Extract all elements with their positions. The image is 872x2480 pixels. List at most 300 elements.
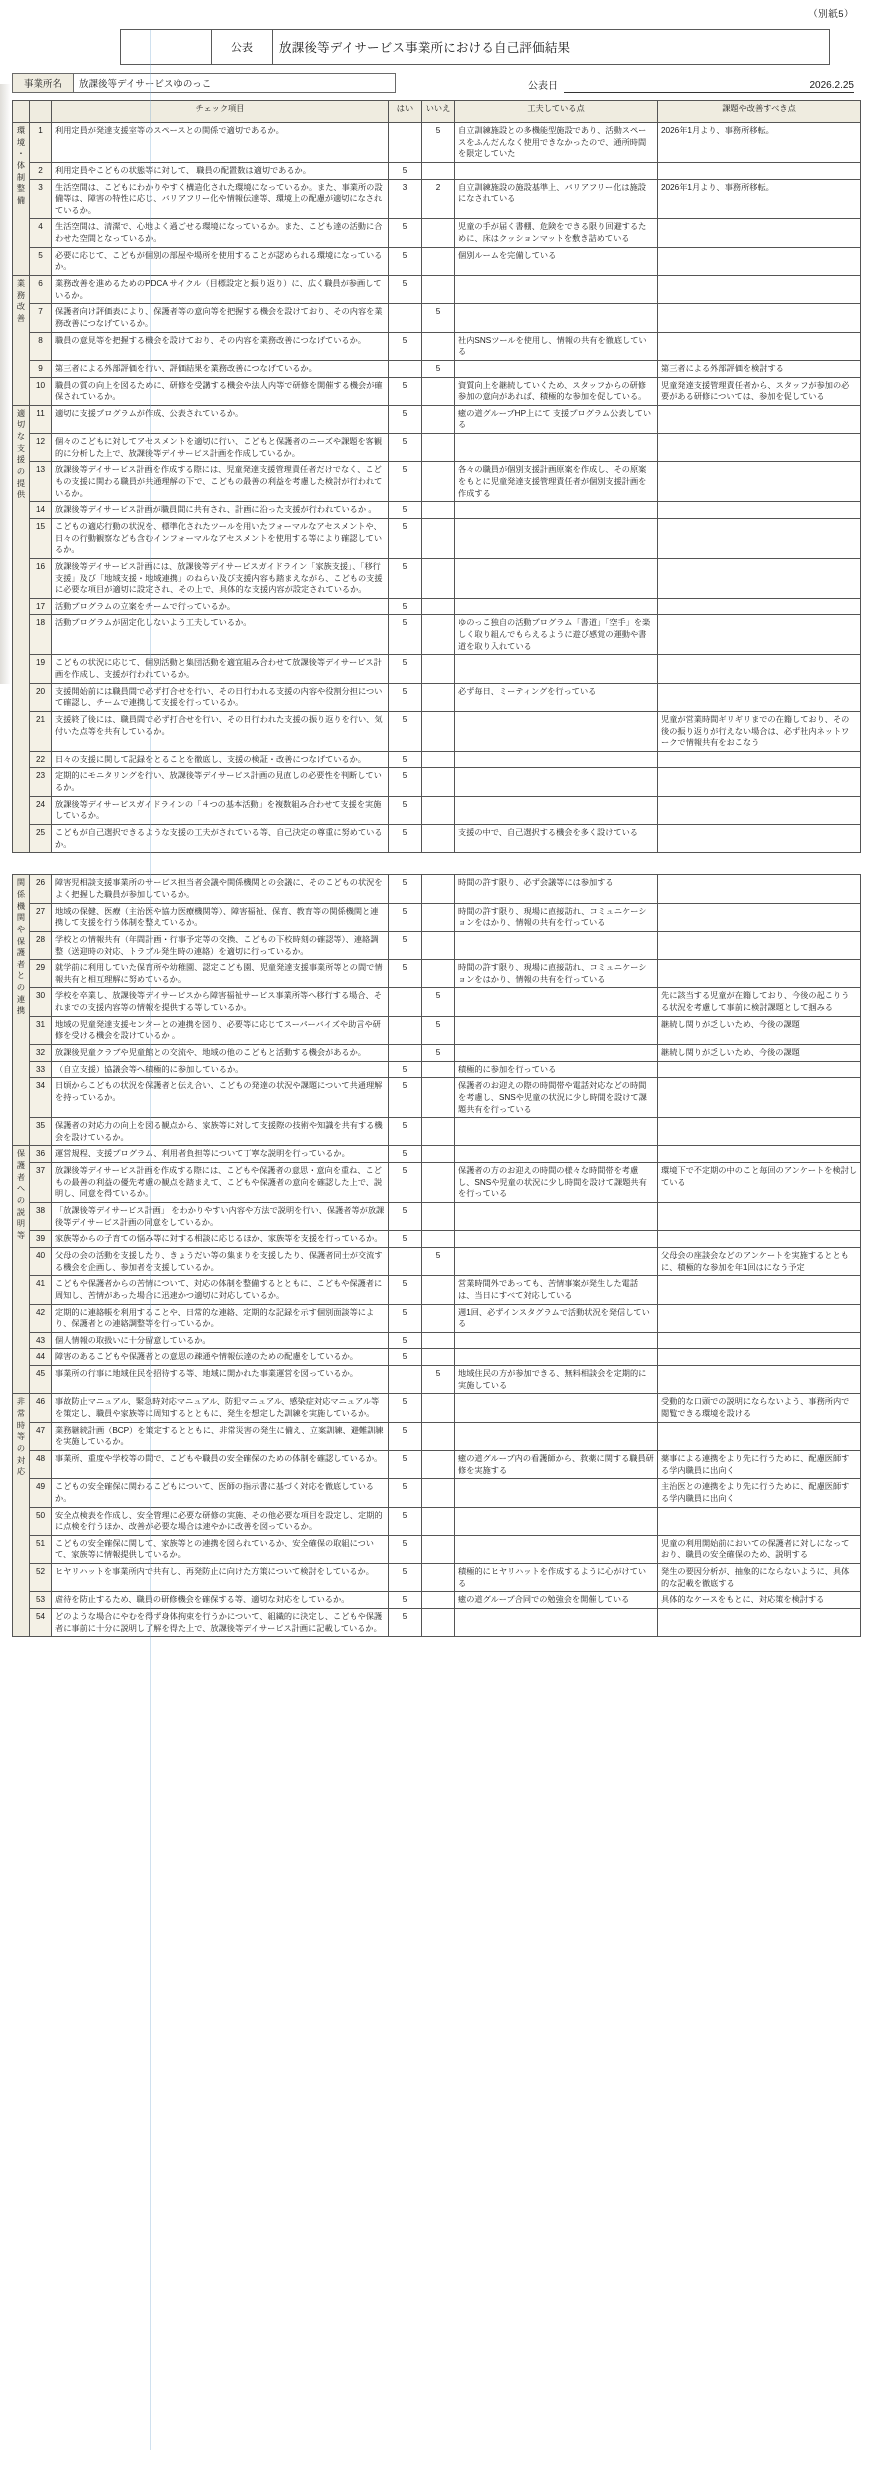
yes-count-cell[interactable]: 5 bbox=[389, 1231, 422, 1248]
check-item-text: 活動プログラムが固定化しないよう工夫しているか。 bbox=[52, 615, 389, 655]
yes-count-cell[interactable]: 5 bbox=[389, 1118, 422, 1146]
yes-count-cell[interactable]: 5 bbox=[389, 462, 422, 502]
yes-count-cell[interactable]: 5 bbox=[389, 1535, 422, 1563]
row-number: 15 bbox=[30, 518, 52, 558]
check-item-text: 利用定員が発達支援室等のスペースとの関係で適切であるか。 bbox=[52, 123, 389, 163]
yes-count-cell[interactable]: 5 bbox=[389, 1304, 422, 1332]
improvement-task-cell[interactable] bbox=[658, 1276, 861, 1304]
no-count-cell[interactable] bbox=[422, 931, 455, 959]
table-row bbox=[13, 502, 861, 519]
no-count-cell[interactable]: 5 bbox=[422, 988, 455, 1016]
check-item-text: 放課後等デイサービス計画には、放課後等デイサービスガイドライン「家族支援」、「移行支援」及び「地域支援・地域連携」のねらい及び支援内容も踏まえながら、こどもの支援に必要な項目が適切に設定され、その上で、具体的な支援内容が設定されているか。 bbox=[52, 558, 389, 598]
check-item-text: 利用定員やこどもの状態等に対して、 職員の配置数は適切であるか。 bbox=[52, 162, 389, 179]
no-count-cell[interactable] bbox=[422, 655, 455, 683]
no-count-cell[interactable]: 5 bbox=[422, 304, 455, 332]
improvement-task-cell[interactable] bbox=[658, 1118, 861, 1146]
no-count-cell[interactable] bbox=[422, 1422, 455, 1450]
no-count-cell[interactable] bbox=[422, 332, 455, 360]
good-points-cell[interactable] bbox=[455, 796, 658, 824]
no-count-cell[interactable] bbox=[422, 960, 455, 988]
row-number: 38 bbox=[30, 1203, 52, 1231]
improvement-task-cell[interactable] bbox=[658, 1608, 861, 1636]
check-item-text: 障害のあるこどもや保護者との意思の疎通や情報伝達のための配慮をしているか。 bbox=[52, 1349, 389, 1366]
check-item-text: 支援開始前には職員間で必ず打合せを行い、その日行われる支援の内容や役割分担について確認し、チームで連携して支援を行っているか。 bbox=[52, 683, 389, 711]
improvement-task-cell[interactable]: 児童発達支援管理責任者から、スタッフが参加の必要がある研修については、参加を促している bbox=[658, 377, 861, 405]
improvement-task-cell[interactable] bbox=[658, 1203, 861, 1231]
good-points-cell[interactable]: 時間の許す限り、現場に直接訪れ、コミュニケーションをはかり、情報の共有を行っている bbox=[455, 960, 658, 988]
yes-count-cell[interactable]: 5 bbox=[389, 655, 422, 683]
check-item-text: こどもの安全確保に関わるこどもについて、医師の指示書に基づく対応を徹底しているか。 bbox=[52, 1479, 389, 1507]
improvement-task-cell[interactable] bbox=[658, 875, 861, 903]
good-points-cell[interactable]: 保護者のお迎えの際の時間帯や電話対応などの時間を考慮し、SNSや児童の状況に少し時間を設けて課題共有を行っている bbox=[455, 1078, 658, 1118]
no-count-cell[interactable] bbox=[422, 276, 455, 304]
improvement-task-cell[interactable]: 受動的な口頭での説明にならないよう、事務所内で閲覧できる環境を設ける bbox=[658, 1394, 861, 1422]
no-count-cell[interactable] bbox=[422, 1163, 455, 1203]
table-row bbox=[13, 1146, 861, 1163]
improvement-task-cell[interactable]: 継続し関りが乏しいため、今後の課題 bbox=[658, 1016, 861, 1044]
improvement-task-cell[interactable] bbox=[658, 405, 861, 433]
yes-count-cell[interactable]: 5 bbox=[389, 1422, 422, 1450]
table-row bbox=[13, 1332, 861, 1349]
good-points-cell[interactable]: 癒の道グループ合同での勉強会を開催している bbox=[455, 1592, 658, 1609]
yes-count-cell[interactable]: 5 bbox=[389, 1450, 422, 1478]
good-points-cell[interactable] bbox=[455, 1203, 658, 1231]
good-points-cell[interactable] bbox=[455, 655, 658, 683]
improvement-task-cell[interactable] bbox=[658, 219, 861, 247]
table-row bbox=[13, 1479, 861, 1507]
no-count-cell[interactable] bbox=[422, 1608, 455, 1636]
good-points-cell[interactable] bbox=[455, 162, 658, 179]
improvement-task-cell[interactable] bbox=[658, 825, 861, 853]
no-count-cell[interactable] bbox=[422, 219, 455, 247]
meta-row bbox=[12, 73, 862, 93]
table-row bbox=[13, 683, 861, 711]
yes-count-cell[interactable]: 5 bbox=[389, 796, 422, 824]
yes-count-cell[interactable]: 5 bbox=[389, 1078, 422, 1118]
no-count-cell[interactable] bbox=[422, 518, 455, 558]
improvement-task-cell[interactable]: 環境下で不定期の中のこと毎回のアンケートを検討している bbox=[658, 1163, 861, 1203]
improvement-task-cell[interactable]: 主治医との連携をより先に行うために、配慮医師する学内職員に出向く bbox=[658, 1479, 861, 1507]
improvement-task-cell[interactable]: 第三者による外部評価を検討する bbox=[658, 360, 861, 377]
yes-count-cell[interactable]: 5 bbox=[389, 1479, 422, 1507]
yes-count-cell[interactable]: 5 bbox=[389, 1146, 422, 1163]
yes-count-cell[interactable]: 5 bbox=[389, 875, 422, 903]
yes-count-cell[interactable] bbox=[389, 1045, 422, 1062]
good-points-cell[interactable] bbox=[455, 558, 658, 598]
yes-count-cell[interactable]: 5 bbox=[389, 768, 422, 796]
yes-count-cell[interactable]: 5 bbox=[389, 405, 422, 433]
check-item-text: 放課後児童クラブや児童館との交流や、地域の他のこどもと活動する機会があるか。 bbox=[52, 1045, 389, 1062]
yes-count-cell[interactable]: 5 bbox=[389, 219, 422, 247]
table-row bbox=[13, 1394, 861, 1422]
no-count-cell[interactable] bbox=[422, 1276, 455, 1304]
check-item-text: （自立支援）協議会等へ積極的に参加しているか。 bbox=[52, 1061, 389, 1078]
good-points-cell[interactable] bbox=[455, 1016, 658, 1044]
good-points-cell[interactable]: 積極的に参加を行っている bbox=[455, 1061, 658, 1078]
yes-count-cell[interactable]: 5 bbox=[389, 615, 422, 655]
good-points-cell[interactable]: ゆのっこ独自の活動プログラム「書道」「空手」を楽しく取り組んでもらえるように遊び感覚の運動や書道を取り入れている bbox=[455, 615, 658, 655]
improvement-task-cell[interactable]: 2026年1月より、事務所移転。 bbox=[658, 179, 861, 219]
no-count-cell[interactable]: 5 bbox=[422, 1016, 455, 1044]
no-count-cell[interactable] bbox=[422, 1535, 455, 1563]
table-row bbox=[13, 655, 861, 683]
no-count-cell[interactable] bbox=[422, 751, 455, 768]
table-row bbox=[13, 796, 861, 824]
yes-count-cell[interactable] bbox=[389, 304, 422, 332]
good-points-cell[interactable] bbox=[455, 598, 658, 615]
table-row bbox=[13, 903, 861, 931]
improvement-task-cell[interactable] bbox=[658, 683, 861, 711]
yes-count-cell[interactable]: 5 bbox=[389, 931, 422, 959]
yes-count-cell[interactable]: 5 bbox=[389, 247, 422, 275]
section-label: 関 係 機 関 や 保 護 者 と の 連 携 bbox=[13, 875, 30, 1146]
good-points-cell[interactable]: 自立訓練施設の施設基準上、バリアフリー化は施設になされている bbox=[455, 179, 658, 219]
good-points-cell[interactable]: 社内SNSツールを使用し、情報の共有を徹底している bbox=[455, 332, 658, 360]
good-points-cell[interactable]: 癒の道グループ内の看護師から、救薬に関する職員研修を実施する bbox=[455, 1450, 658, 1478]
check-item-text: 学校との情報共有（年間計画・行事予定等の交換、こどもの下校時刻の確認等）、連絡調整（送迎時の対応、トラブル発生時の連絡）を適切に行っているか。 bbox=[52, 931, 389, 959]
yes-count-cell[interactable]: 5 bbox=[389, 711, 422, 751]
good-points-cell[interactable]: 資質向上を継続していくため、スタッフからの研修参加の意向があれば、積極的な参加を促している。 bbox=[455, 377, 658, 405]
no-count-cell[interactable] bbox=[422, 825, 455, 853]
table-row bbox=[13, 179, 861, 219]
yes-count-cell[interactable]: 5 bbox=[389, 1394, 422, 1422]
yes-count-cell[interactable]: 5 bbox=[389, 1592, 422, 1609]
no-count-cell[interactable] bbox=[422, 1304, 455, 1332]
good-points-cell[interactable] bbox=[455, 1608, 658, 1636]
no-count-cell[interactable] bbox=[422, 1061, 455, 1078]
no-count-cell[interactable] bbox=[422, 598, 455, 615]
no-count-cell[interactable] bbox=[422, 1332, 455, 1349]
publish-date-label: 公表日 bbox=[528, 81, 558, 92]
check-item-text: 保護者の対応力の向上を図る観点から、家族等に対して支援際の技術や知識を共有する機会を設けているか。 bbox=[52, 1118, 389, 1146]
improvement-task-cell[interactable] bbox=[658, 1507, 861, 1535]
improvement-task-cell[interactable]: 薬事による連携をより先に行うために、配慮医師する学内職員に出向く bbox=[658, 1450, 861, 1478]
good-points-cell[interactable] bbox=[455, 988, 658, 1016]
title-left-spacer bbox=[121, 30, 212, 64]
improvement-task-cell[interactable] bbox=[658, 1146, 861, 1163]
good-points-cell[interactable] bbox=[455, 1231, 658, 1248]
no-count-cell[interactable] bbox=[422, 1118, 455, 1146]
yes-count-cell[interactable]: 5 bbox=[389, 1203, 422, 1231]
check-item-text: 適切に支援プログラムが作成、公表されているか。 bbox=[52, 405, 389, 433]
no-count-cell[interactable] bbox=[422, 1564, 455, 1592]
section-label: 保 護 者 へ の 説 明 等 bbox=[13, 1146, 30, 1394]
good-points-cell[interactable] bbox=[455, 768, 658, 796]
no-count-cell[interactable] bbox=[422, 434, 455, 462]
no-count-cell[interactable]: 5 bbox=[422, 1366, 455, 1394]
yes-count-cell[interactable] bbox=[389, 123, 422, 163]
table-body-part2 bbox=[13, 875, 861, 1637]
check-item-text: 定期的に連絡帳を利用することや、日常的な連絡、定期的な記録を示す個別面談等により、保護者との連絡調整等を行っているか。 bbox=[52, 1304, 389, 1332]
good-points-cell[interactable]: 各々の職員が個別支援計画原案を作成し、その原案をもとに児童発達支援管理責任者が個別支援計画を作成する bbox=[455, 462, 658, 502]
yes-count-cell[interactable]: 5 bbox=[389, 162, 422, 179]
no-count-cell[interactable] bbox=[422, 162, 455, 179]
improvement-task-cell[interactable] bbox=[658, 1231, 861, 1248]
good-points-cell[interactable]: 週1回、必ずインスタグラムで活動状況を発信している bbox=[455, 1304, 658, 1332]
improvement-task-cell[interactable] bbox=[658, 1349, 861, 1366]
check-item-text: 日頃からこどもの状況を保護者と伝え合い、こどもの発達の状況や課題について共通理解を持っているか。 bbox=[52, 1078, 389, 1118]
check-item-text: こどもや保護者からの苦情について、対応の体制を整備するとともに、こどもや保護者に周知し、苦情があった場合に迅速かつ適切に対応しているか。 bbox=[52, 1276, 389, 1304]
table-row bbox=[13, 518, 861, 558]
row-number: 42 bbox=[30, 1304, 52, 1332]
good-points-cell[interactable] bbox=[455, 518, 658, 558]
yes-count-cell[interactable] bbox=[389, 1016, 422, 1044]
improvement-task-cell[interactable] bbox=[658, 247, 861, 275]
improvement-task-cell[interactable]: 児童の利用開始前においての保護者に対しになっており、職員の安全確保のため、説明する bbox=[658, 1535, 861, 1563]
no-count-cell[interactable] bbox=[422, 1231, 455, 1248]
yes-count-cell[interactable] bbox=[389, 1247, 422, 1275]
no-count-cell[interactable] bbox=[422, 462, 455, 502]
no-count-cell[interactable] bbox=[422, 405, 455, 433]
no-count-cell[interactable]: 5 bbox=[422, 1045, 455, 1062]
improvement-task-cell[interactable] bbox=[658, 751, 861, 768]
check-item-text: 業務継続計画（BCP）を策定するとともに、非常災害の発生に備え、立案訓練、避難訓練を実施しているか。 bbox=[52, 1422, 389, 1450]
yes-count-cell[interactable]: 5 bbox=[389, 1608, 422, 1636]
good-points-cell[interactable]: 癒の道グループHP上にて 支援プログラム公表している bbox=[455, 405, 658, 433]
table-row bbox=[13, 1366, 861, 1394]
good-points-cell[interactable] bbox=[455, 931, 658, 959]
good-points-cell[interactable] bbox=[455, 304, 658, 332]
good-points-cell[interactable] bbox=[455, 1349, 658, 1366]
improvement-task-cell[interactable] bbox=[658, 615, 861, 655]
good-points-cell[interactable] bbox=[455, 1247, 658, 1275]
good-points-cell[interactable]: 積極的にヒヤリハットを作成するように心がけている bbox=[455, 1564, 658, 1592]
yes-count-cell[interactable]: 5 bbox=[389, 1349, 422, 1366]
yes-count-cell[interactable]: 5 bbox=[389, 502, 422, 519]
check-item-text: 運営規程、支援プログラム、利用者負担等について丁寧な説明を行っているか。 bbox=[52, 1146, 389, 1163]
improvement-task-cell[interactable] bbox=[658, 1078, 861, 1118]
good-points-cell[interactable]: 児童の手が届く書棚、危険をできる限り回避するために、床はクッションマットを敷き詰めている bbox=[455, 219, 658, 247]
improvement-task-cell[interactable] bbox=[658, 931, 861, 959]
no-count-cell[interactable] bbox=[422, 377, 455, 405]
improvement-task-cell[interactable] bbox=[658, 518, 861, 558]
row-number: 10 bbox=[30, 377, 52, 405]
no-count-cell[interactable] bbox=[422, 796, 455, 824]
improvement-task-cell[interactable] bbox=[658, 1332, 861, 1349]
check-item-text: 第三者による外部評価を行い、評価結果を業務改善につなげているか。 bbox=[52, 360, 389, 377]
no-count-cell[interactable] bbox=[422, 1349, 455, 1366]
no-count-cell[interactable] bbox=[422, 247, 455, 275]
yes-count-cell[interactable]: 5 bbox=[389, 558, 422, 598]
yes-count-cell[interactable]: 5 bbox=[389, 903, 422, 931]
no-count-cell[interactable] bbox=[422, 1507, 455, 1535]
table-row bbox=[13, 615, 861, 655]
improvement-task-cell[interactable] bbox=[658, 162, 861, 179]
table-row bbox=[13, 1450, 861, 1478]
no-count-cell[interactable] bbox=[422, 1203, 455, 1231]
improvement-task-cell[interactable] bbox=[658, 276, 861, 304]
check-item-text: 地域の児童発達支援センターとの連携を図り、必要等に応じてスーパーバイズや助言や研修を受ける機会を設けているか 。 bbox=[52, 1016, 389, 1044]
no-count-cell[interactable] bbox=[422, 875, 455, 903]
good-points-cell[interactable] bbox=[455, 1422, 658, 1450]
improvement-task-cell[interactable]: 継続し関りが乏しいため、今後の課題 bbox=[658, 1045, 861, 1062]
row-number: 40 bbox=[30, 1247, 52, 1275]
table-body-part1 bbox=[13, 123, 861, 853]
good-points-cell[interactable] bbox=[455, 1332, 658, 1349]
improvement-task-cell[interactable] bbox=[658, 462, 861, 502]
no-count-cell[interactable]: 5 bbox=[422, 360, 455, 377]
improvement-task-cell[interactable] bbox=[658, 434, 861, 462]
improvement-task-cell[interactable]: 発生の要因分析が、抽象的にならないように、具体的な記載を徹底する bbox=[658, 1564, 861, 1592]
yes-count-cell[interactable]: 5 bbox=[389, 598, 422, 615]
improvement-task-cell[interactable] bbox=[658, 332, 861, 360]
improvement-task-cell[interactable] bbox=[658, 768, 861, 796]
good-points-cell[interactable] bbox=[455, 1479, 658, 1507]
yes-count-cell[interactable]: 5 bbox=[389, 960, 422, 988]
yes-count-cell[interactable]: 5 bbox=[389, 1276, 422, 1304]
yes-count-cell[interactable] bbox=[389, 988, 422, 1016]
yes-count-cell[interactable]: 3 bbox=[389, 179, 422, 219]
no-count-cell[interactable] bbox=[422, 1479, 455, 1507]
row-number: 8 bbox=[30, 332, 52, 360]
improvement-task-cell[interactable] bbox=[658, 1304, 861, 1332]
good-points-cell[interactable]: 時間の許す限り、必ず会議等には参加する bbox=[455, 875, 658, 903]
good-points-cell[interactable] bbox=[455, 434, 658, 462]
table-row bbox=[13, 1592, 861, 1609]
check-item-text: 放課後等デイサービス計画を作成する際には、こどもや保護者の意思・意向を重ね、こどもの最善の利益の優先考慮の観点を踏まえて、こどもや保護者の意向を確認した上で、説明し、同意を得ているか。 bbox=[52, 1163, 389, 1203]
yes-count-cell[interactable]: 5 bbox=[389, 683, 422, 711]
improvement-task-cell[interactable] bbox=[658, 903, 861, 931]
row-number: 4 bbox=[30, 219, 52, 247]
yes-count-cell[interactable]: 5 bbox=[389, 1061, 422, 1078]
good-points-cell[interactable] bbox=[455, 711, 658, 751]
improvement-task-cell[interactable] bbox=[658, 1061, 861, 1078]
table-row bbox=[13, 1061, 861, 1078]
good-points-cell[interactable] bbox=[455, 751, 658, 768]
table-row bbox=[13, 1564, 861, 1592]
check-item-text: 障害児相談支援事業所のサービス担当者会議や関係機関との会議に、そのこどもの状況をよく把握した職員が参加しているか。 bbox=[52, 875, 389, 903]
no-count-cell[interactable] bbox=[422, 683, 455, 711]
good-points-cell[interactable] bbox=[455, 502, 658, 519]
improvement-task-cell[interactable]: 具体的なケースをもとに、対応策を検討する bbox=[658, 1592, 861, 1609]
yes-count-cell[interactable]: 5 bbox=[389, 434, 422, 462]
good-points-cell[interactable] bbox=[455, 276, 658, 304]
table-row bbox=[13, 825, 861, 853]
no-count-cell[interactable] bbox=[422, 1394, 455, 1422]
improvement-task-cell[interactable] bbox=[658, 1366, 861, 1394]
row-number: 19 bbox=[30, 655, 52, 683]
improvement-task-cell[interactable]: 児童が営業時間ギリギリまでの在籍しており、その後の振り返りが行えない場合は、必ず社内ネットワークで情報共有をおこなう bbox=[658, 711, 861, 751]
check-item-text: 放課後等デイサービス計画が職員間に共有され、計画に沿った支援が行われているか 。 bbox=[52, 502, 389, 519]
improvement-task-cell[interactable]: 2026年1月より、事務所移転。 bbox=[658, 123, 861, 163]
good-points-cell[interactable]: 必ず毎日、ミーティングを行っている bbox=[455, 683, 658, 711]
good-points-cell[interactable] bbox=[455, 1394, 658, 1422]
no-count-cell[interactable] bbox=[422, 1078, 455, 1118]
yes-count-cell[interactable]: 5 bbox=[389, 751, 422, 768]
good-points-cell[interactable]: 支援の中で、自己選択する機会を多く設けている bbox=[455, 825, 658, 853]
table-row bbox=[13, 462, 861, 502]
header-no: いいえ bbox=[422, 101, 455, 123]
good-points-cell[interactable]: 保護者の方のお迎えの時間の様々な時間帯を考慮し、SNSや児童の状況に少し時間を設けて課題共有を行っている bbox=[455, 1163, 658, 1203]
good-points-cell[interactable] bbox=[455, 1507, 658, 1535]
row-number: 47 bbox=[30, 1422, 52, 1450]
check-item-text: 職員の意見等を把握する機会を設けており、その内容を業務改善につなげているか。 bbox=[52, 332, 389, 360]
improvement-task-cell[interactable] bbox=[658, 796, 861, 824]
no-count-cell[interactable] bbox=[422, 615, 455, 655]
improvement-task-cell[interactable] bbox=[658, 502, 861, 519]
table-row bbox=[13, 434, 861, 462]
improvement-task-cell[interactable] bbox=[658, 598, 861, 615]
table-row bbox=[13, 1349, 861, 1366]
good-points-cell[interactable] bbox=[455, 1535, 658, 1563]
row-number: 41 bbox=[30, 1276, 52, 1304]
check-item-text: 父母の会の活動を支援したり、きょうだい等の集まりを支援したり、保護者同士が交流する機会を企画し、参加者を支援しているか。 bbox=[52, 1247, 389, 1275]
row-number: 52 bbox=[30, 1564, 52, 1592]
no-count-cell[interactable] bbox=[422, 1450, 455, 1478]
yes-count-cell[interactable]: 5 bbox=[389, 518, 422, 558]
improvement-task-cell[interactable] bbox=[658, 960, 861, 988]
no-count-cell[interactable]: 5 bbox=[422, 1247, 455, 1275]
table-row bbox=[13, 988, 861, 1016]
good-points-cell[interactable] bbox=[455, 1118, 658, 1146]
good-points-cell[interactable]: 自立訓練施設との多機能型施設であり、活動スペースをふんだんなく使用できなかったので、通所時間を限定していた bbox=[455, 123, 658, 163]
improvement-task-cell[interactable]: 父母会の座談会などのアンケートを実施するとともに、積極的な参加を年1回はになう予定 bbox=[658, 1247, 861, 1275]
yes-count-cell[interactable]: 5 bbox=[389, 1507, 422, 1535]
check-item-text: 学校を卒業し、放課後等デイサービスから障害福祉サービス事業所等へ移行する場合、それまでの支援内容等の情報を提供する等しているか。 bbox=[52, 988, 389, 1016]
improvement-task-cell[interactable] bbox=[658, 1422, 861, 1450]
check-item-text: 事業所、重度や学校等の間で、こどもや職員の安全確保のための体制を確認しているか。 bbox=[52, 1450, 389, 1478]
table-gap bbox=[0, 853, 872, 867]
table-row bbox=[13, 1535, 861, 1563]
yes-count-cell[interactable]: 5 bbox=[389, 332, 422, 360]
good-points-cell[interactable]: 時間の許す限り、現場に直接訪れ、コミュニケーションをはかり、情報の共有を行っている bbox=[455, 903, 658, 931]
good-points-cell[interactable] bbox=[455, 360, 658, 377]
improvement-task-cell[interactable] bbox=[658, 304, 861, 332]
yes-count-cell[interactable]: 5 bbox=[389, 825, 422, 853]
check-item-text: 事故防止マニュアル、緊急時対応マニュアル、防犯マニュアル、感染症対応マニュアル等を策定し、職員や家族等に周知するとともに、発生を想定した訓練を実施しているか。 bbox=[52, 1394, 389, 1422]
row-number: 18 bbox=[30, 615, 52, 655]
yes-count-cell[interactable]: 5 bbox=[389, 377, 422, 405]
no-count-cell[interactable] bbox=[422, 768, 455, 796]
row-number: 16 bbox=[30, 558, 52, 598]
improvement-task-cell[interactable] bbox=[658, 558, 861, 598]
improvement-task-cell[interactable]: 先に該当する児童が在籍しており、今後の起こりうる状況を考慮して事前に検討課題として掴みる bbox=[658, 988, 861, 1016]
scan-edge-shadow bbox=[0, 84, 11, 684]
row-number: 13 bbox=[30, 462, 52, 502]
table-header bbox=[13, 101, 861, 123]
good-points-cell[interactable]: 地域住民の方が参加できる、無料相談会を定期的に実施している bbox=[455, 1366, 658, 1394]
table-row bbox=[13, 405, 861, 433]
table-row bbox=[13, 598, 861, 615]
yes-count-cell[interactable] bbox=[389, 360, 422, 377]
no-count-cell[interactable] bbox=[422, 502, 455, 519]
row-number: 21 bbox=[30, 711, 52, 751]
no-count-cell[interactable] bbox=[422, 1146, 455, 1163]
yes-count-cell[interactable]: 5 bbox=[389, 1163, 422, 1203]
row-number: 9 bbox=[30, 360, 52, 377]
good-points-cell[interactable] bbox=[455, 1146, 658, 1163]
good-points-cell[interactable]: 個別ルームを完備している bbox=[455, 247, 658, 275]
yes-count-cell[interactable] bbox=[389, 1366, 422, 1394]
row-number: 27 bbox=[30, 903, 52, 931]
no-count-cell[interactable] bbox=[422, 558, 455, 598]
good-points-cell[interactable] bbox=[455, 1045, 658, 1062]
yes-count-cell[interactable]: 5 bbox=[389, 276, 422, 304]
title-box bbox=[120, 29, 830, 65]
header-yes: はい bbox=[389, 101, 422, 123]
no-count-cell[interactable] bbox=[422, 711, 455, 751]
row-number: 17 bbox=[30, 598, 52, 615]
improvement-task-cell[interactable] bbox=[658, 655, 861, 683]
no-count-cell[interactable] bbox=[422, 1592, 455, 1609]
table-row bbox=[13, 1247, 861, 1275]
no-count-cell[interactable]: 5 bbox=[422, 123, 455, 163]
yes-count-cell[interactable]: 5 bbox=[389, 1564, 422, 1592]
good-points-cell[interactable]: 営業時間外であっても、苦情事案が発生した電話は、当日にすべて対応している bbox=[455, 1276, 658, 1304]
no-count-cell[interactable]: 2 bbox=[422, 179, 455, 219]
no-count-cell[interactable] bbox=[422, 903, 455, 931]
yes-count-cell[interactable]: 5 bbox=[389, 1332, 422, 1349]
